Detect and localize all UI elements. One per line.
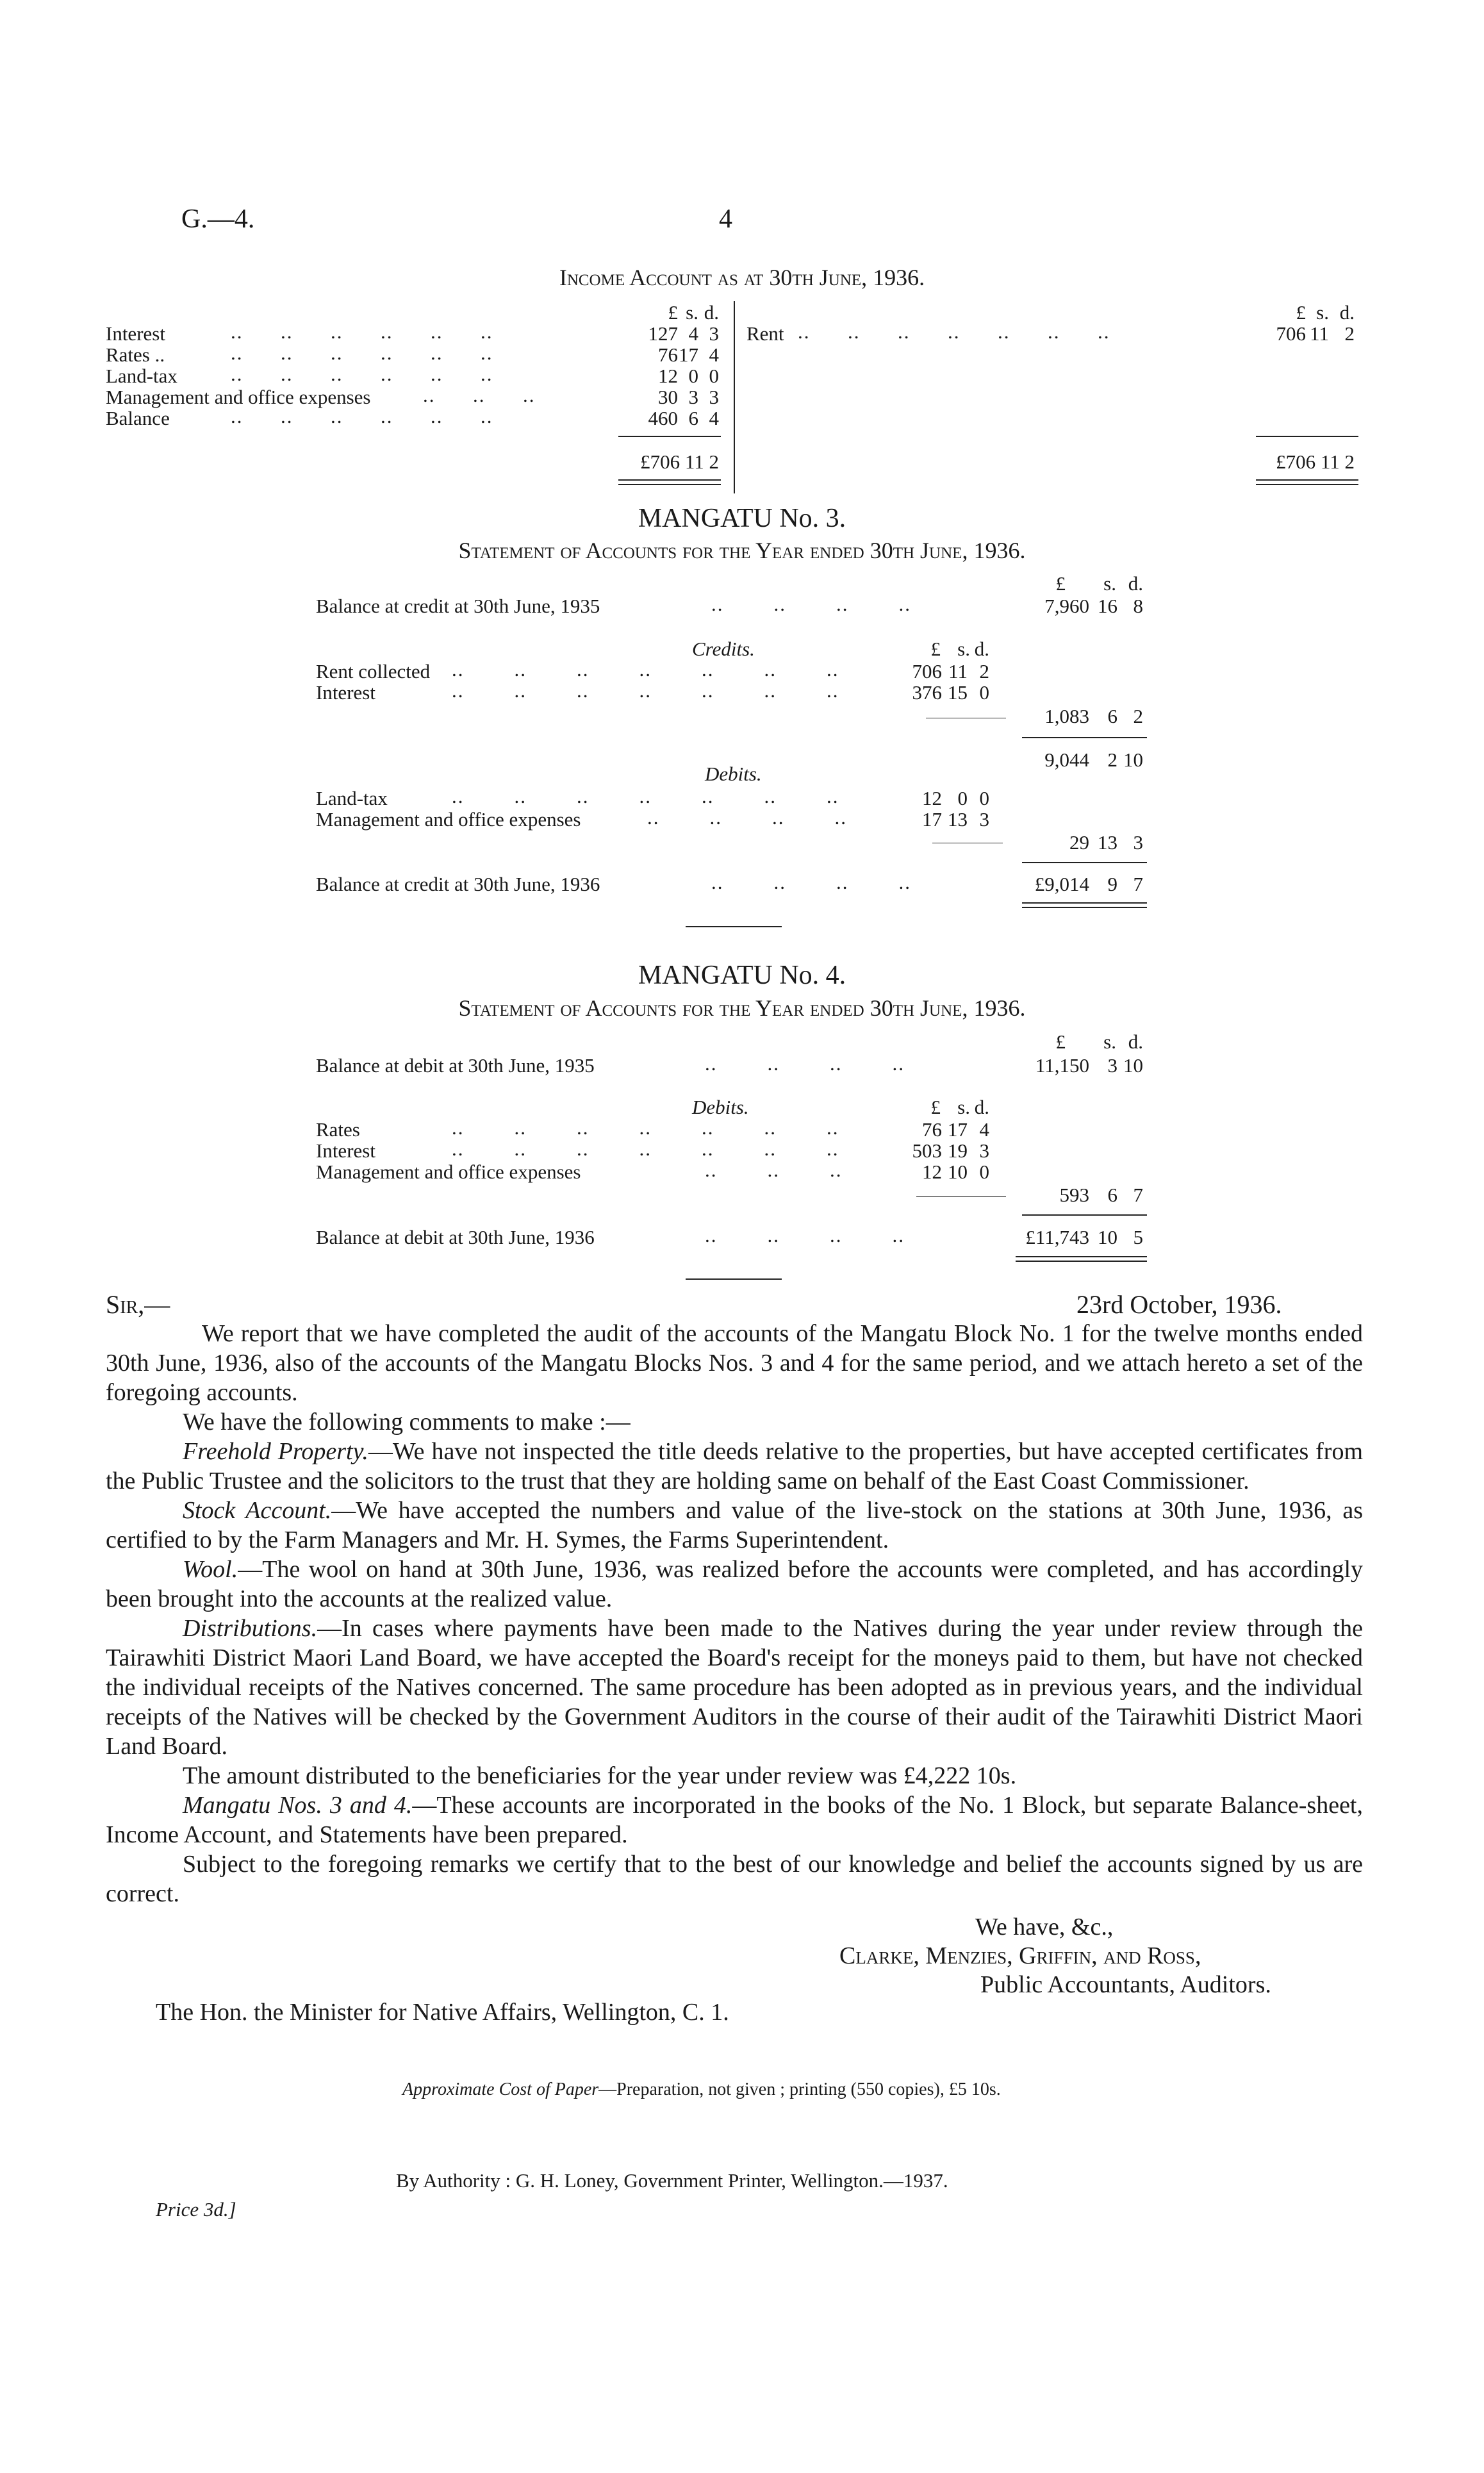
- row-label: Rent collected: [316, 660, 431, 682]
- pence-cell: 3: [979, 1139, 989, 1162]
- pounds-cell: 706: [1276, 322, 1306, 345]
- pounds-cell: 30: [658, 386, 678, 408]
- row-label: Land-tax: [316, 787, 388, 809]
- pounds-header: £: [1055, 1030, 1066, 1053]
- pounds-cell: 76: [658, 343, 678, 366]
- cost-text: —Preparation, not given ; printing (550 copies), £5 10s.: [598, 2080, 1001, 2099]
- pence-cell: 10: [1123, 749, 1143, 771]
- leader-dots: .. .. .. ..: [647, 806, 847, 829]
- pence-cell: 8: [1133, 595, 1143, 617]
- pounds-cell: 29: [1069, 831, 1089, 854]
- pounds-cell: 11,150: [1035, 1054, 1089, 1077]
- subtotal-rule: [1256, 436, 1358, 437]
- paragraph-text: —These accounts are incorporated in the books of the No. 1 Block, but separate Balance-sheet, Income Account, and Statements have been prepared.: [106, 1792, 1363, 1848]
- shillings-cell: 3: [688, 386, 698, 408]
- total-rule: [618, 484, 721, 485]
- shillings-header: s.: [957, 1096, 970, 1118]
- pence-cell: 10: [1123, 1054, 1143, 1077]
- row-label: Interest: [316, 1139, 375, 1162]
- shillings-cell: 6: [1107, 705, 1117, 727]
- letter-body: [106, 1319, 1363, 1908]
- paragraph-heading: Freehold Property.: [183, 1438, 368, 1465]
- shillings-cell: 15: [948, 681, 968, 704]
- pence-cell: 0: [979, 1161, 989, 1183]
- row-label: Rent: [746, 322, 784, 345]
- letter-date: 23rd October, 1936.: [1076, 1290, 1282, 1319]
- total-rule: [1016, 1261, 1147, 1262]
- shillings-cell: 16: [1098, 595, 1117, 617]
- shillings-cell: 6: [1107, 1184, 1117, 1206]
- shillings-cell: 13: [1098, 831, 1117, 854]
- salutation: Sir,—: [106, 1290, 170, 1319]
- pence-header: d.: [704, 301, 719, 324]
- leader-dots: .. .. .. ..: [711, 871, 911, 893]
- pounds-cell: 460: [648, 407, 678, 429]
- addressee: The Hon. the Minister for Native Affairs, Wellington, C. 1.: [156, 1999, 729, 2026]
- pence-cell: 0: [709, 365, 719, 387]
- row-label: Interest: [316, 681, 375, 704]
- pounds-cell: 706: [912, 660, 942, 682]
- paragraph: [106, 1555, 1363, 1614]
- pounds-header: £: [668, 301, 678, 324]
- firm-name: Clarke, Menzies, Griffin, and Ross,: [839, 1942, 1201, 1969]
- shillings-cell: 2: [1107, 749, 1117, 771]
- right-total: £706 11 2: [1276, 451, 1355, 473]
- pence-cell: 7: [1133, 873, 1143, 895]
- leader-dots: .. .. .. .. .. ..: [231, 363, 493, 385]
- shillings-cell: 17: [679, 343, 698, 366]
- shillings-cell: 11: [1310, 322, 1329, 345]
- pence-header: d.: [1339, 301, 1355, 324]
- total-rule: [1256, 479, 1358, 481]
- paragraph: [106, 1791, 1363, 1849]
- shillings-cell: 6: [688, 407, 698, 429]
- pounds-cell: 12: [922, 787, 942, 809]
- total-rule: [1022, 907, 1147, 908]
- shillings-header: s.: [1103, 572, 1116, 595]
- leader-dots: .. .. .. .. .. .. ..: [452, 1116, 839, 1139]
- pence-header: d.: [1128, 572, 1143, 595]
- pounds-cell: 12: [922, 1161, 942, 1183]
- row-label: Land-tax: [106, 365, 177, 387]
- pence-cell: 3: [709, 322, 719, 345]
- pounds-cell: 1,083: [1044, 705, 1089, 727]
- section-divider: [686, 1278, 782, 1280]
- paragraph: [106, 1614, 1363, 1761]
- pounds-header: £: [1055, 572, 1066, 595]
- paragraph: The amount distributed to the beneficiaries for the year under review was £4,222 10s.: [183, 1762, 1017, 1789]
- price: Price 3d.]: [156, 2198, 236, 2221]
- paragraph-heading: Stock Account.: [183, 1497, 332, 1524]
- mangatu3-subtitle: Statement of Accounts for the Year ended 30th June, 1936.: [458, 538, 1026, 563]
- paragraph-text: —We have not inspected the title deeds relative to the properties, but have accepted certificates from the Public Trustee and the solicitors to the trust that they are holding same on behalf of the East Coast Commissioner.: [106, 1438, 1364, 1494]
- mangatu3-title: MANGATU No. 3.: [638, 504, 846, 533]
- pence-header: d.: [974, 638, 989, 660]
- total-rule: [1022, 902, 1147, 904]
- income-account-title: Income Account as at 30th June, 1936.: [559, 265, 925, 290]
- shillings-cell: 10: [1098, 1226, 1117, 1248]
- pounds-cell: 127: [648, 322, 678, 345]
- pounds-cell: 9,044: [1044, 749, 1089, 771]
- debits-heading: Debits.: [692, 1096, 749, 1118]
- row-label: Rates: [316, 1118, 360, 1141]
- shillings-cell: 0: [957, 787, 968, 809]
- opening-balance-label: Balance at credit at 30th June, 1935: [316, 595, 600, 617]
- pence-cell: 2: [1344, 322, 1355, 345]
- firm-title: Public Accountants, Auditors.: [980, 1971, 1271, 1998]
- pence-cell: 2: [979, 660, 989, 682]
- leader-dots: .. .. ..: [705, 1159, 843, 1181]
- paragraph-text: —In cases where payments have been made to the Natives during the year under review through the Tairawhiti District Maori Land Board, we have accepted the Board's receipt for the moneys paid to them, but have not checked the individual receipts of the Natives concerned. The same procedure has been adopted as in previous years, and the individual receipts of the Natives will be checked by the Government Auditors in the course of their audit of the Tairawhiti District Maori Land Board.: [106, 1615, 1363, 1760]
- pounds-cell: 17: [922, 808, 942, 831]
- leader-dots: .. .. .. ..: [705, 1224, 905, 1246]
- pounds-cell: 376: [912, 681, 942, 704]
- shillings-cell: 0: [688, 365, 698, 387]
- pounds-header: £: [930, 1096, 941, 1118]
- leader-dots: .. .. .. .. .. .. ..: [452, 658, 839, 681]
- center-divider: [734, 301, 735, 493]
- row-label: Management and office expenses: [106, 386, 371, 408]
- row-label: Management and office expenses: [316, 808, 581, 831]
- pence-header: d.: [1128, 1030, 1143, 1053]
- paragraph: [106, 1496, 1363, 1555]
- paragraph: We have the following comments to make :—: [183, 1409, 631, 1435]
- leader-dots: .. .. .. .. .. .. ..: [452, 1137, 839, 1160]
- mangatu4-title: MANGATU No. 4.: [638, 961, 846, 990]
- cost-note: [402, 2080, 1001, 2100]
- closing-balance-label: Balance at credit at 30th June, 1936: [316, 873, 600, 895]
- paragraph-text: —We have accepted the numbers and value of the live-stock on the stations at 30th June, 1936, as certified to by the Farm Managers and Mr. H. Symes, the Farms Superintendent.: [106, 1497, 1363, 1553]
- pence-header: d.: [974, 1096, 989, 1118]
- document-reference: G.—4.: [181, 204, 255, 234]
- leader-dots: .. .. .. .. .. ..: [231, 320, 493, 343]
- shillings-cell: 17: [948, 1118, 968, 1141]
- debits-heading: Debits.: [705, 763, 762, 785]
- cost-label: Approximate Cost of Paper: [402, 2080, 599, 2099]
- subtotal-rule: [1022, 862, 1147, 863]
- section-divider: [686, 926, 782, 927]
- mangatu4-subtitle: Statement of Accounts for the Year ended 30th June, 1936.: [458, 995, 1026, 1021]
- leader-dots: .. .. .. .. .. ..: [231, 405, 493, 427]
- subtotal-rule: [1022, 1214, 1147, 1216]
- shillings-header: s.: [686, 301, 698, 324]
- pence-cell: 4: [709, 343, 719, 366]
- leader-dots: .. .. .. .. .. ..: [231, 342, 493, 364]
- shillings-header: s.: [1103, 1030, 1116, 1053]
- leader-dots: .. .. .. ..: [705, 1052, 905, 1075]
- paragraph-heading: Distributions.: [183, 1615, 318, 1642]
- row-label: Interest: [106, 322, 165, 345]
- pence-cell: 4: [709, 407, 719, 429]
- printer-authority: By Authority : G. H. Loney, Government Printer, Wellington.—1937.: [396, 2169, 948, 2192]
- paragraph-heading: Wool.: [183, 1556, 238, 1583]
- total-rule: [1256, 484, 1358, 485]
- leader-dots: .. .. .. .. .. .. ..: [452, 785, 839, 807]
- pounds-cell: £9,014: [1034, 873, 1089, 895]
- leader-dots: .. .. .. .. .. .. ..: [452, 679, 839, 702]
- shillings-cell: 9: [1107, 873, 1117, 895]
- left-total: £706 11 2: [640, 451, 719, 473]
- pence-cell: 4: [979, 1118, 989, 1141]
- total-rule: [618, 479, 721, 481]
- row-label: Rates ..: [106, 343, 165, 366]
- pence-cell: 3: [1133, 831, 1143, 854]
- shillings-cell: 19: [948, 1139, 968, 1162]
- pounds-cell: £11,743: [1025, 1226, 1089, 1248]
- page-number: 4: [719, 204, 732, 234]
- paragraph: Subject to the foregoing remarks we certify that to the best of our knowledge and belief the accounts signed by us are correct.: [106, 1851, 1363, 1907]
- shillings-header: s.: [957, 638, 970, 660]
- shillings-header: s.: [1316, 301, 1329, 324]
- leader-dots: .. .. .. ..: [711, 593, 911, 615]
- pence-cell: 7: [1133, 1184, 1143, 1206]
- row-label: Management and office expenses: [316, 1161, 581, 1183]
- pence-cell: 0: [979, 787, 989, 809]
- paragraph-text: —The wool on hand at 30th June, 1936, was realized before the accounts were completed, and has accordingly been brought into the accounts at the realized value.: [106, 1556, 1363, 1612]
- subtotal-rule: [916, 1196, 1006, 1197]
- pounds-cell: 593: [1059, 1184, 1089, 1206]
- pounds-header: £: [1296, 301, 1306, 324]
- closing-balance-label: Balance at debit at 30th June, 1936: [316, 1226, 595, 1248]
- paragraph: We report that we have completed the audit of the accounts of the Mangatu Block No. 1 for the twelve months ended 30th June, 1936, also of the accounts of the Mangatu Blocks Nos. 3 and 4 for the same period, and we attach hereto a set of the foregoing accounts.: [106, 1320, 1363, 1406]
- row-label: Balance: [106, 407, 170, 429]
- shillings-cell: 4: [688, 322, 698, 345]
- pence-cell: 2: [1133, 705, 1143, 727]
- pounds-cell: 7,960: [1044, 595, 1089, 617]
- credits-heading: Credits.: [692, 638, 755, 660]
- shillings-cell: 3: [1107, 1054, 1117, 1077]
- letter-closing: We have, &c.,: [975, 1914, 1114, 1940]
- paragraph-heading: Mangatu Nos. 3 and 4.: [183, 1792, 413, 1819]
- opening-balance-label: Balance at debit at 30th June, 1935: [316, 1054, 595, 1077]
- shillings-cell: 13: [948, 808, 968, 831]
- leader-dots: .. .. ..: [423, 384, 536, 406]
- total-rule: [1016, 1256, 1147, 1257]
- pounds-header: £: [930, 638, 941, 660]
- pounds-cell: 12: [658, 365, 678, 387]
- subtotal-rule: [1022, 737, 1147, 738]
- shillings-cell: 11: [948, 660, 968, 682]
- leader-dots: .. .. .. .. .. .. ..: [798, 320, 1110, 343]
- pence-cell: 0: [979, 681, 989, 704]
- pence-cell: 5: [1133, 1226, 1143, 1248]
- pence-cell: 3: [979, 808, 989, 831]
- paragraph: [106, 1437, 1363, 1496]
- pounds-cell: 76: [922, 1118, 942, 1141]
- pounds-cell: 503: [912, 1139, 942, 1162]
- pence-cell: 3: [709, 386, 719, 408]
- subtotal-rule: [618, 436, 721, 437]
- shillings-cell: 10: [948, 1161, 968, 1183]
